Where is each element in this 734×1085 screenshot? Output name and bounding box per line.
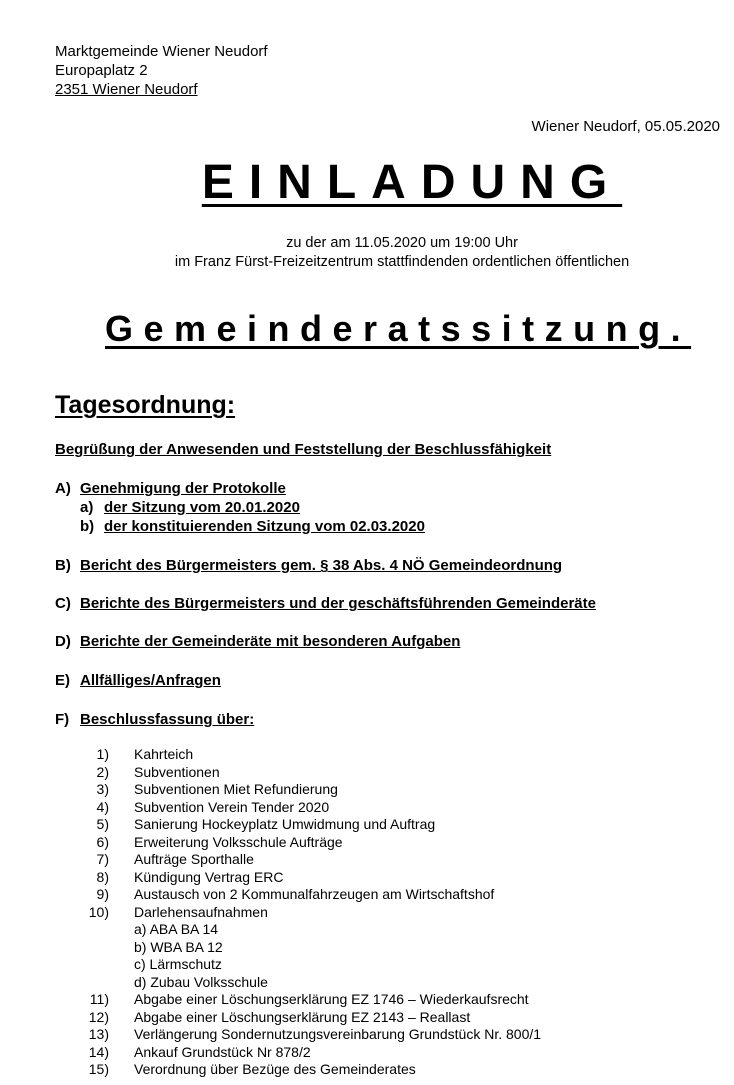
section-letter: A): [55, 480, 71, 497]
section-letter: D): [55, 633, 71, 650]
item-number: 9): [96, 886, 109, 902]
intro-line-1: zu der am 11.05.2020 um 19:00 Uhr: [286, 235, 518, 251]
list-item: Kündigung Vertrag ERC: [134, 868, 284, 885]
item-number: 12): [88, 1008, 109, 1025]
meeting-title: Gemeinderatssitzung.: [105, 308, 692, 349]
list-item: Ankauf Grundstück Nr 878/2: [134, 1043, 311, 1060]
list-item: Aufträge Sporthalle: [134, 851, 254, 867]
section-letter: E): [55, 672, 70, 689]
section-letter: C): [55, 595, 71, 612]
list-item: Abgabe einer Löschungserklärung EZ 1746 – Wiederkaufsrecht: [134, 991, 529, 1007]
list-item: Subventionen Miet Refundierung: [134, 781, 338, 797]
item-number: 3): [96, 781, 109, 797]
item-number: 11): [89, 991, 109, 1007]
document-title: EINLADUNG: [201, 156, 623, 209]
list-item: Austausch von 2 Kommunalfahrzeugen am Wirtschaftshof: [134, 886, 495, 902]
list-item: Kahrteich: [134, 746, 194, 762]
date-line: Wiener Neudorf, 05.05.2020: [531, 118, 720, 135]
agenda-heading: Tagesordnung:: [55, 391, 236, 419]
list-subitem: a) ABA BA 14: [134, 921, 219, 937]
sender-street: Europaplatz 2: [55, 62, 148, 79]
section-label: Allfälliges/Anfragen: [80, 672, 221, 689]
subsection-label: der Sitzung vom 20.01.2020: [104, 499, 300, 516]
list-subitem: d) Zubau Volksschule: [134, 973, 268, 990]
list-item: Erweiterung Volksschule Aufträge: [134, 833, 343, 850]
list-item: Darlehensaufnahmen: [134, 903, 268, 920]
list-subitem: b) WBA BA 12: [134, 938, 223, 955]
section-label: Beschlussfassung über:: [80, 711, 255, 728]
section-label: Berichte des Bürgermeisters und der geschäftsführenden Gemeinderäte: [80, 595, 596, 612]
section-label: Berichte der Gemeinderäte mit besonderen Aufgaben: [80, 633, 461, 650]
item-number: 8): [96, 868, 109, 885]
list-item: Sanierung Hockeyplatz Umwidmung und Auftrag: [134, 816, 436, 832]
item-number: 14): [88, 1043, 109, 1060]
section-label: Genehmigung der Protokolle: [80, 480, 286, 497]
intro-text: [0, 234, 734, 272]
item-number: 7): [96, 851, 109, 867]
item-number: 2): [96, 763, 109, 780]
list-item: Verlängerung Sondernutzungsvereinbarung Grundstück Nr. 800/1: [134, 1026, 542, 1042]
item-number: 10): [88, 903, 109, 920]
agenda-greeting: Begrüßung der Anwesenden und Feststellung der Beschlussfähigkeit: [55, 441, 552, 458]
sender-name: Marktgemeinde Wiener Neudorf: [55, 43, 268, 60]
item-number: 13): [88, 1026, 109, 1042]
section-letter: B): [55, 557, 71, 574]
list-item: Subvention Verein Tender 2020: [134, 798, 330, 815]
list-item: Abgabe einer Löschungserklärung EZ 2143 – Reallast: [134, 1008, 471, 1025]
section-label: Bericht des Bürgermeisters gem. § 38 Abs. 4 NÖ Gemeindeordnung: [80, 557, 563, 574]
list-item: Subventionen: [134, 763, 220, 780]
section-letter: F): [55, 711, 70, 728]
item-number: 6): [96, 833, 109, 850]
subsection-letter: a): [80, 499, 94, 516]
item-number: 5): [96, 816, 109, 832]
sender-city: 2351 Wiener Neudorf: [55, 81, 198, 98]
item-number: 1): [96, 746, 109, 762]
list-subitem: c) Lärmschutz: [134, 956, 222, 972]
sender-address: [55, 42, 268, 99]
list-item: Verordnung über Bezüge des Gemeinderates: [134, 1061, 416, 1077]
item-number: 15): [88, 1061, 109, 1077]
intro-line-2: im Franz Fürst-Freizeitzentrum stattfindenden ordentlichen öffentlichen: [174, 254, 630, 270]
subsection-letter: b): [80, 518, 95, 535]
subsection-label: der konstituierenden Sitzung vom 02.03.2020: [104, 518, 425, 535]
item-number: 4): [96, 798, 109, 815]
